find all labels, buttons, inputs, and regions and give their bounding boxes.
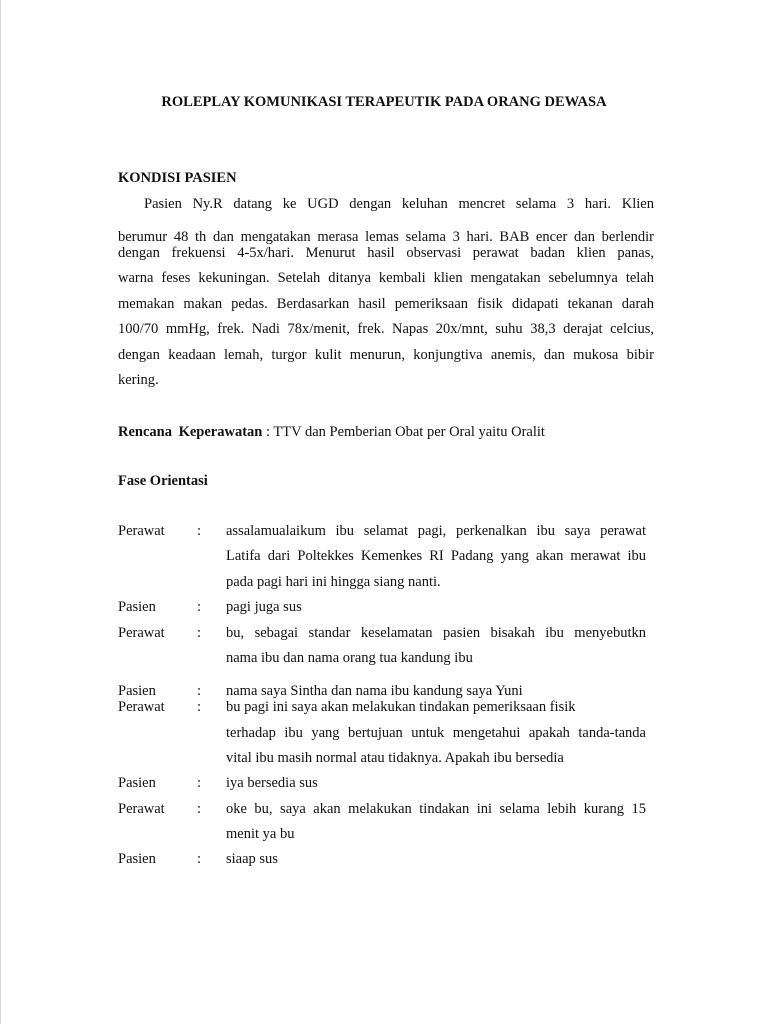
utterance-line: menit ya bu — [226, 826, 295, 842]
speaker-label: Pasien — [118, 775, 156, 791]
speaker-label: Perawat — [118, 523, 165, 539]
paragraph-line: dengan frekuensi 4-5x/hari. Menurut hasil observasi perawat badan klien panas, — [118, 245, 654, 261]
utterance-line: pagi juga sus — [226, 599, 302, 615]
paragraph-line: memakan makan pedas. Berdasarkan hasil pemeriksaan fisik didapati tekanan darah — [118, 296, 654, 312]
colon: : — [197, 851, 202, 867]
document-title: ROLEPLAY KOMUNIKASI TERAPEUTIK PADA ORANG DEWASA — [161, 94, 607, 110]
utterance-line: bu pagi ini saya akan melakukan tindakan pemeriksaan fisik — [226, 699, 576, 715]
paragraph-line: Pasien Ny.R datang ke UGD dengan keluhan mencret selama 3 hari. Klien — [144, 196, 654, 212]
speaker-label: Perawat — [118, 625, 165, 641]
utterance-line: bu, sebagai standar keselamatan pasien bisakah ibu menyebutkn — [226, 625, 646, 641]
colon: : — [197, 625, 202, 641]
nursing-plan-text: : TTV dan Pemberian Obat per Oral yaitu Oralit — [262, 424, 545, 440]
section-heading-kondisi: KONDISI PASIEN — [118, 170, 237, 186]
paragraph-line: kering. — [118, 372, 159, 388]
colon: : — [197, 523, 202, 539]
utterance-line: pada pagi hari ini hingga siang nanti. — [226, 574, 441, 590]
speaker-label: Perawat — [118, 699, 165, 715]
colon: : — [197, 683, 202, 699]
utterance-line: siaap sus — [226, 851, 278, 867]
colon: : — [197, 599, 202, 615]
section-heading-fase-orientasi: Fase Orientasi — [118, 473, 208, 489]
speaker-label: Pasien — [118, 599, 156, 615]
paragraph-line: berumur 48 th dan mengatakan merasa lemas selama 3 hari. BAB encer dan berlendir — [118, 229, 654, 245]
colon: : — [197, 775, 202, 791]
paragraph-line: dengan keadaan lemah, turgor kulit menurun, konjungtiva anemis, dan mukosa bibir — [118, 347, 654, 363]
utterance-line: nama saya Sintha dan nama ibu kandung saya Yuni — [226, 683, 523, 699]
colon: : — [197, 699, 202, 715]
utterance-line: nama ibu dan nama orang tua kandung ibu — [226, 650, 473, 666]
utterance-line: Latifa dari Poltekkes Kemenkes RI Padang yang akan merawat ibu — [226, 548, 646, 564]
speaker-label: Pasien — [118, 851, 156, 867]
utterance-line: iya bersedia sus — [226, 775, 318, 791]
utterance-line: vital ibu masih normal atau tidaknya. Apakah ibu bersedia — [226, 750, 564, 766]
nursing-plan-label: Rencana Keperawatan — [118, 424, 263, 440]
page-edge — [0, 0, 1, 1024]
utterance-line: oke bu, saya akan melakukan tindakan ini selama lebih kurang 15 — [226, 801, 646, 817]
speaker-label: Perawat — [118, 801, 165, 817]
utterance-line: assalamualaikum ibu selamat pagi, perkenalkan ibu saya perawat — [226, 523, 646, 539]
utterance-line: terhadap ibu yang bertujuan untuk mengetahui apakah tanda-tanda — [226, 725, 646, 741]
nursing-plan — [118, 424, 545, 441]
paragraph-line: warna feses kekuningan. Setelah ditanya kembali klien mengatakan sebelumnya telah — [118, 270, 654, 286]
paragraph-line: 100/70 mmHg, frek. Nadi 78x/menit, frek. Napas 20x/mnt, suhu 38,3 derajat celcius, — [118, 321, 654, 337]
speaker-label: Pasien — [118, 683, 156, 699]
colon: : — [197, 801, 202, 817]
